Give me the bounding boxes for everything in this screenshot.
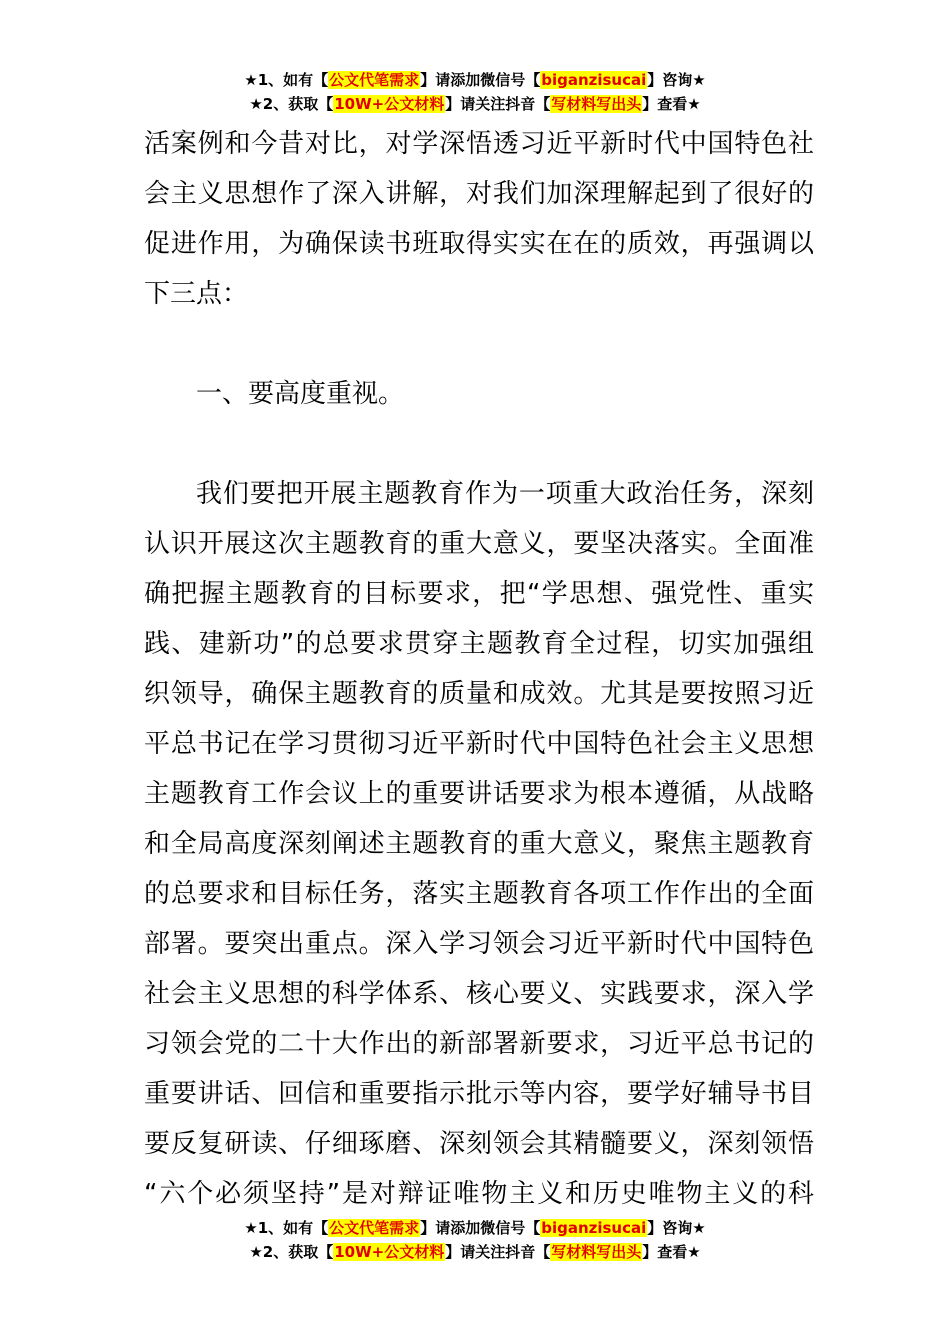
text-line: “六个必须坚持”是对辩证唯物主义和历史唯物主义的科 [144, 1179, 814, 1209]
text-line: 促进作用，为确保读书班取得实实在在的质效，再强调以 [144, 229, 814, 259]
banner-text: 】咨询★ [647, 71, 706, 89]
text-line: 的总要求和目标任务，落实主题教育各项工作作出的全面 [144, 879, 814, 909]
banner-text: 】请关注抖音【 [445, 1243, 551, 1261]
header-banner [0, 68, 950, 116]
text-line: 主题教育工作会议上的重要讲话要求为根本遵循，从战略 [144, 779, 814, 809]
banner-line-1 [0, 68, 950, 92]
banner-line-2 [0, 1240, 950, 1264]
banner-text: ★1、如有【 [244, 71, 329, 89]
text-line: 和全局高度深刻阐述主题教育的重大意义，聚焦主题教育 [144, 829, 814, 859]
text-line: 要反复研读、仔细琢磨、深刻领会其精髓要义，深刻领悟 [144, 1129, 814, 1159]
text-line: 践、建新功”的总要求贯穿主题教育全过程，切实加强组 [144, 629, 814, 659]
banner-text: 】查看★ [642, 1243, 701, 1261]
banner-highlight-douyin: 写材料写出头 [551, 95, 642, 113]
banner-highlight-douyin: 写材料写出头 [551, 1243, 642, 1261]
text-line: 重要讲话、回信和重要指示批示等内容，要学好辅导书目 [144, 1079, 814, 1109]
banner-text: ★2、获取【 [249, 1243, 334, 1261]
banner-text: 】请添加微信号【 [420, 1219, 541, 1237]
text-line: 织领导，确保主题教育的质量和成效。尤其是要按照习近 [144, 679, 814, 709]
banner-highlight: 公文代笔需求 [329, 1219, 420, 1237]
banner-highlight-wechat-id: biganzisucai [541, 71, 647, 89]
text-line: 确把握主题教育的目标要求，把“学思想、强党性、重实 [144, 579, 814, 609]
text-line: 活案例和今昔对比，对学深悟透习近平新时代中国特色社 [144, 129, 814, 159]
banner-line-2 [0, 92, 950, 116]
text-line: 社会主义思想的科学体系、核心要义、实践要求，深入学 [144, 979, 814, 1009]
text-line: 习领会党的二十大作出的新部署新要求，习近平总书记的 [144, 1029, 814, 1059]
banner-line-1 [0, 1216, 950, 1240]
banner-highlight-wechat-id: biganzisucai [541, 1219, 647, 1237]
banner-text: ★2、获取【 [249, 95, 334, 113]
text-line: 下三点： [144, 279, 249, 309]
footer-banner [0, 1216, 950, 1264]
banner-text: 】请关注抖音【 [445, 95, 551, 113]
banner-text: 】请添加微信号【 [420, 71, 541, 89]
paragraph-first-line: 我们要把开展主题教育作为一项重大政治任务，深刻 [196, 479, 814, 509]
banner-highlight: 公文代笔需求 [329, 71, 420, 89]
text-line: 认识开展这次主题教育的重大意义，要坚决落实。全面准 [144, 529, 814, 559]
section-heading: 一、要高度重视。 [196, 379, 405, 409]
banner-text: ★1、如有【 [244, 1219, 329, 1237]
banner-text: 】查看★ [642, 95, 701, 113]
text-line: 部署。要突出重点。深入学习领会习近平新时代中国特色 [144, 929, 814, 959]
banner-highlight: 10W+公文材料 [334, 95, 445, 113]
banner-highlight: 10W+公文材料 [334, 1243, 445, 1261]
text-line: 会主义思想作了深入讲解，对我们加深理解起到了很好的 [144, 179, 814, 209]
text-line: 平总书记在学习贯彻习近平新时代中国特色社会主义思想 [144, 729, 814, 759]
banner-text: 】咨询★ [647, 1219, 706, 1237]
